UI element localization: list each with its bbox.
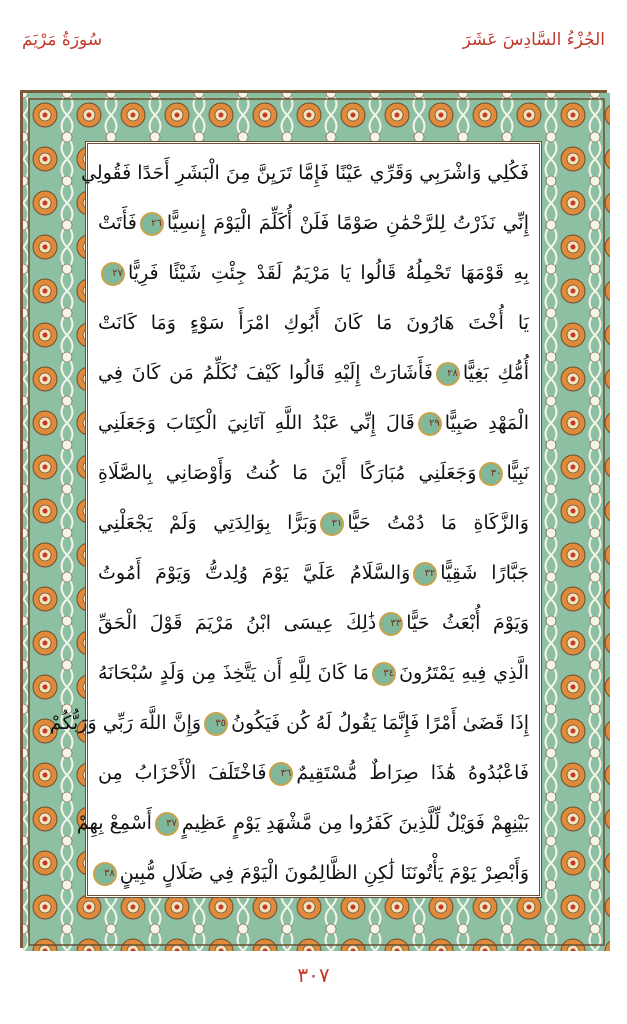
juz-label: الجُزْءُ السَّادِسَ عَشَرَ bbox=[462, 30, 605, 50]
ayah-number-marker: ٢٨ bbox=[436, 362, 460, 386]
verse-line bbox=[98, 648, 529, 698]
verse-text: بَيْنِهِمْ فَوَيْلٌ لِّلَّذِينَ كَفَرُوا مِن مَّشْهَدِ يَوْمٍ عَظِيمٍ bbox=[181, 812, 529, 834]
page-number: ٣٠٧ bbox=[297, 963, 330, 987]
ayah-number-marker: ٣٨ bbox=[93, 862, 117, 886]
verse-line bbox=[98, 398, 529, 448]
verse-text: إِنِّي نَذَرْتُ لِلرَّحْمَٰنِ صَوْمًا فَلَنْ أُكَلِّمَ الْيَوْمَ إِنسِيًّا bbox=[166, 212, 529, 234]
verse-line bbox=[98, 298, 529, 348]
verse-text: فَكُلِي وَاشْرَبِي وَقَرِّي عَيْنًا فَإِمَّا تَرَيِنَّ مِنَ الْبَشَرِ أَحَدًا فَقُولِي bbox=[81, 162, 529, 184]
verse-text: وَيَوْمَ أُبْعَثُ حَيًّا bbox=[406, 612, 529, 634]
ayah-number-marker: ٢٩ bbox=[418, 412, 442, 436]
ayah-number-marker: ٣٧ bbox=[155, 812, 179, 836]
ayah-number-marker: ٣٢ bbox=[413, 562, 437, 586]
verse-text: وَأَبْصِرْ يَوْمَ يَأْتُونَنَا لَٰكِنِ الظَّالِمُونَ الْيَوْمَ فِي ضَلَالٍ مُّبِينٍ bbox=[119, 862, 529, 884]
verse-text: بِهِ قَوْمَهَا تَحْمِلُهُ قَالُوا يَا مَرْيَمُ لَقَدْ جِئْتِ شَيْئًا فَرِيًّا bbox=[128, 262, 529, 284]
verse-text: أُمُّكِ بَغِيًّا bbox=[462, 362, 529, 384]
verse-line bbox=[98, 448, 529, 498]
verse-text: قَالَ إِنِّي عَبْدُ اللَّهِ آتَانِيَ الْكِتَابَ وَجَعَلَنِي bbox=[98, 412, 415, 434]
verse-text: مَا كَانَ لِلَّهِ أَن يَتَّخِذَ مِن وَلَدٍ سُبْحَانَهُ bbox=[98, 662, 370, 684]
verse-line bbox=[98, 248, 529, 298]
verse-line bbox=[76, 798, 529, 848]
verse-text: وَإِنَّ اللَّهَ رَبِّي وَرَبُّكُمْ bbox=[49, 712, 202, 734]
verse-line bbox=[98, 498, 529, 548]
verse-text: فَأَتَتْ bbox=[98, 212, 137, 234]
verse-text: أَسْمِعْ بِهِمْ bbox=[76, 812, 152, 834]
verse-text: وَالزَّكَاةِ مَا دُمْتُ حَيًّا bbox=[347, 512, 529, 534]
ayah-number-marker: ٢٦ bbox=[140, 212, 164, 236]
verse-text: فَاعْبُدُوهُ هَٰذَا صِرَاطٌ مُّسْتَقِيمٌ bbox=[296, 762, 529, 784]
verse-line bbox=[98, 848, 529, 898]
verse-text: الَّذِي فِيهِ يَمْتَرُونَ bbox=[399, 662, 529, 684]
verse-text: جَبَّارًا شَقِيًّا bbox=[440, 562, 529, 584]
verse-line bbox=[49, 698, 529, 748]
verse-line bbox=[98, 348, 529, 398]
verse-line bbox=[98, 548, 529, 598]
quran-text-panel bbox=[49, 141, 542, 898]
surah-label: سُورَةُ مَرْيَمَ bbox=[22, 30, 103, 50]
verse-line bbox=[98, 598, 529, 648]
verse-text: وَجَعَلَنِي مُبَارَكًا أَيْنَ مَا كُنتُ وَأَوْصَانِي بِالصَّلَاةِ bbox=[98, 462, 477, 484]
ayah-number-marker: ٣٦ bbox=[269, 762, 293, 786]
verse-text: إِذَا قَضَىٰ أَمْرًا فَإِنَّمَا يَقُولُ لَهُ كُن فَيَكُونُ bbox=[231, 712, 529, 734]
verse-line bbox=[98, 198, 529, 248]
verse-line bbox=[81, 148, 529, 198]
verse-text: فَأَشَارَتْ إِلَيْهِ قَالُوا كَيْفَ نُكَلِّمُ مَن كَانَ فِي bbox=[98, 362, 433, 384]
verse-text: وَبَرًّا بِوَالِدَتِي وَلَمْ يَجْعَلْنِي bbox=[98, 512, 318, 534]
ayah-number-marker: ٢٧ bbox=[101, 262, 125, 286]
ayah-number-marker: ٣١ bbox=[320, 512, 344, 536]
ayah-number-marker: ٣٥ bbox=[204, 712, 228, 736]
verse-text: ذَٰلِكَ عِيسَى ابْنُ مَرْيَمَ قَوْلَ الْحَقِّ bbox=[98, 612, 377, 634]
ornamental-frame bbox=[20, 90, 607, 948]
verse-text: الْمَهْدِ صَبِيًّا bbox=[444, 412, 529, 434]
verse-text: فَاخْتَلَفَ الْأَحْزَابُ مِن bbox=[98, 762, 267, 784]
ayah-number-marker: ٣٠ bbox=[479, 462, 503, 486]
ayah-number-marker: ٣٣ bbox=[379, 612, 403, 636]
verse-text: نَبِيًّا bbox=[506, 462, 529, 484]
ayah-number-marker: ٣٤ bbox=[372, 662, 396, 686]
verse-text: وَالسَّلَامُ عَلَيَّ يَوْمَ وُلِدتُّ وَيَوْمَ أَمُوتُ bbox=[98, 562, 411, 584]
verse-text: يَا أُخْتَ هَارُونَ مَا كَانَ أَبُوكِ امْرَأَ سَوْءٍ وَمَا كَانَتْ bbox=[98, 312, 529, 334]
verse-line bbox=[98, 748, 529, 798]
